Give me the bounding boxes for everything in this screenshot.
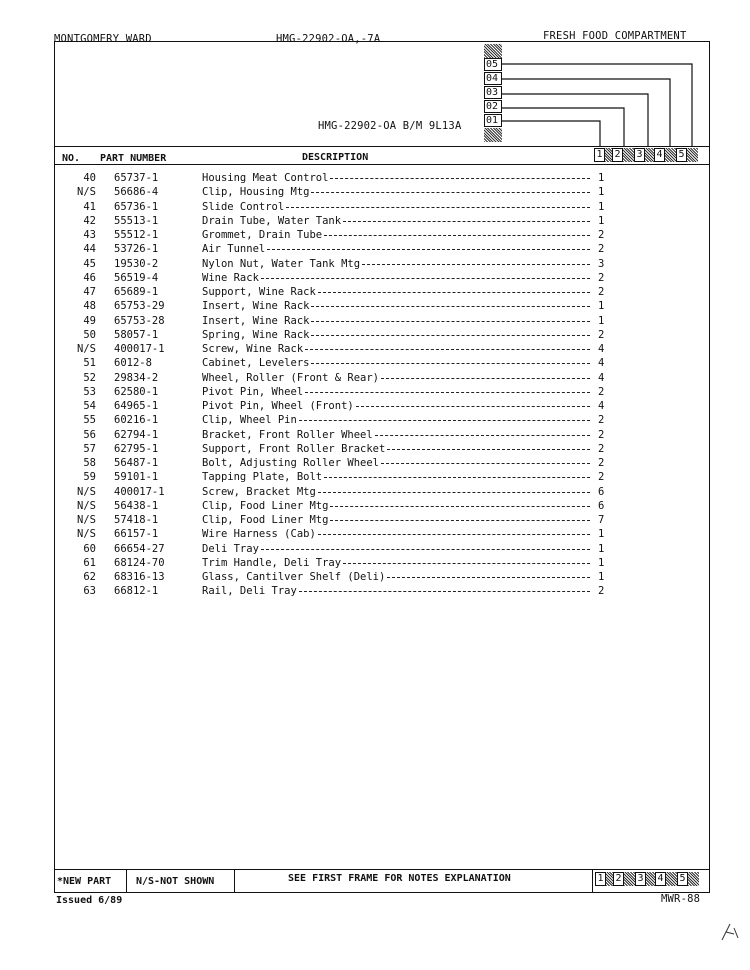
row-description: Housing Meat Control [202, 172, 329, 184]
row-leader [299, 591, 590, 592]
row-leader [311, 335, 590, 336]
row-qty: 2 [598, 272, 605, 284]
row-qty: 1 [598, 186, 605, 198]
row-no: 56 [83, 429, 96, 441]
model-code-03: 03 [484, 86, 502, 99]
row-qty: 4 [598, 357, 605, 369]
header-left: MONTGOMERY WARD [54, 33, 152, 45]
row-no: 42 [83, 215, 96, 227]
handwritten-mark [718, 918, 744, 944]
model-col-3: 3 [634, 148, 645, 162]
row-description: Glass, Cantilver Shelf (Deli) [202, 571, 386, 583]
row-part-number: 65753-28 [114, 315, 165, 327]
row-leader [381, 463, 590, 464]
row-part-number: 68124-70 [114, 557, 165, 569]
row-leader [324, 477, 590, 478]
row-part-number: 66157-1 [114, 528, 159, 540]
row-no: 48 [83, 300, 96, 312]
row-leader [261, 549, 590, 550]
row-part-number: 57418-1 [114, 514, 159, 526]
row-no: 44 [83, 243, 96, 255]
model-line: HMG-22902-OA B/M 9L13A [318, 120, 462, 132]
row-description: Rail, Deli Tray [202, 585, 297, 597]
row-no: 53 [83, 386, 96, 398]
row-description: Spring, Wine Rack [202, 329, 310, 341]
row-qty: 2 [598, 429, 605, 441]
row-part-number: 6012-8 [114, 357, 152, 369]
row-description: Air Tunnel [202, 243, 266, 255]
row-leader [299, 420, 590, 421]
footer-bar [54, 869, 710, 893]
row-no: 46 [83, 272, 96, 284]
row-leader [330, 178, 590, 179]
row-qty: 4 [598, 400, 605, 412]
row-no: 51 [83, 357, 96, 369]
row-part-number: 56686-4 [114, 186, 159, 198]
footer-col-shade-3 [646, 872, 655, 886]
row-part-number: 55512-1 [114, 229, 159, 241]
row-leader [375, 435, 590, 436]
row-no: 58 [83, 457, 96, 469]
row-part-number: 66654-27 [114, 543, 165, 555]
model-code-01: 01 [484, 114, 502, 127]
footer-col-shade-5 [688, 872, 699, 886]
row-part-number: 65736-1 [114, 201, 159, 213]
row-description: Screw, Wine Rack [202, 343, 304, 355]
row-qty: 2 [598, 414, 605, 426]
row-leader [318, 534, 590, 535]
row-part-number: 60216-1 [114, 414, 159, 426]
row-description: Bracket, Front Roller Wheel [202, 429, 373, 441]
row-no: N/S [77, 528, 96, 540]
row-no: 63 [83, 585, 96, 597]
row-description: Pivot Pin, Wheel [202, 386, 304, 398]
row-part-number: 62580-1 [114, 386, 159, 398]
row-leader [343, 221, 590, 222]
row-leader [311, 192, 590, 193]
row-leader [381, 378, 590, 379]
row-qty: 1 [598, 172, 605, 184]
row-description: Support, Front Roller Bracket [202, 443, 386, 455]
doc-code: MWR-88 [661, 893, 701, 905]
row-part-number: 62794-1 [114, 429, 159, 441]
row-part-number: 19530-2 [114, 258, 159, 270]
row-leader [305, 349, 590, 350]
row-no: 50 [83, 329, 96, 341]
row-no: 45 [83, 258, 96, 270]
row-part-number: 66812-1 [114, 585, 159, 597]
row-part-number: 56519-4 [114, 272, 159, 284]
col-desc-header: DESCRIPTION [302, 152, 369, 163]
row-leader [387, 577, 590, 578]
footer-model-boxes [595, 872, 710, 890]
row-part-number: 400017-1 [114, 343, 165, 355]
col-part-header: PART NUMBER [100, 153, 167, 164]
row-part-number: 400017-1 [114, 486, 165, 498]
footer-not-shown: N/S-NOT SHOWN [136, 876, 215, 887]
row-part-number: 64965-1 [114, 400, 159, 412]
row-leader [311, 363, 590, 364]
row-no: 54 [83, 400, 96, 412]
row-part-number: 59101-1 [114, 471, 159, 483]
row-description: Clip, Food Liner Mtg [202, 500, 329, 512]
footer-divider-1 [126, 870, 127, 892]
row-part-number: 56438-1 [114, 500, 159, 512]
row-qty: 3 [598, 258, 605, 270]
row-qty: 6 [598, 500, 605, 512]
footer-new-part: *NEW PART [57, 876, 112, 887]
model-col-1: 1 [594, 148, 605, 162]
row-description: Drain Tube, Water Tank [202, 215, 342, 227]
row-part-number: 65753-29 [114, 300, 165, 312]
col-no-header: NO. [62, 153, 81, 164]
row-leader [387, 449, 590, 450]
footer-col-4: 4 [655, 872, 666, 886]
row-no: 40 [83, 172, 96, 184]
row-description: Tapping Plate, Bolt [202, 471, 323, 483]
footer-col-1: 1 [595, 872, 606, 886]
row-no: 61 [83, 557, 96, 569]
footer-notes: SEE FIRST FRAME FOR NOTES EXPLANATION [288, 873, 511, 884]
row-leader [311, 321, 590, 322]
row-qty: 1 [598, 300, 605, 312]
row-qty: 7 [598, 514, 605, 526]
row-qty: 1 [598, 201, 605, 213]
row-qty: 1 [598, 543, 605, 555]
row-qty: 1 [598, 215, 605, 227]
row-no: N/S [77, 186, 96, 198]
row-leader [324, 235, 590, 236]
row-part-number: 53726-1 [114, 243, 159, 255]
row-leader [330, 520, 590, 521]
row-no: 62 [83, 571, 96, 583]
footer-col-shade-1 [606, 872, 613, 886]
row-no: 47 [83, 286, 96, 298]
footer-col-shade-2 [624, 872, 635, 886]
footer-col-shade-4 [666, 872, 677, 886]
row-description: Bolt, Adjusting Roller Wheel [202, 457, 380, 469]
row-qty: 1 [598, 528, 605, 540]
row-leader [318, 292, 590, 293]
model-col-5: 5 [676, 148, 687, 162]
row-no: 59 [83, 471, 96, 483]
row-qty: 2 [598, 243, 605, 255]
row-description: Trim Handle, Deli Tray [202, 557, 342, 569]
row-qty: 2 [598, 457, 605, 469]
row-qty: 4 [598, 372, 605, 384]
row-description: Wire Harness (Cab) [202, 528, 316, 540]
model-code-02: 02 [484, 100, 502, 113]
model-col-2: 2 [612, 148, 623, 162]
row-description: Clip, Wheel Pin [202, 414, 297, 426]
footer-divider-2 [234, 870, 235, 892]
model-code-05: 05 [484, 58, 502, 71]
row-qty: 2 [598, 286, 605, 298]
row-no: 60 [83, 543, 96, 555]
row-description: Wine Rack [202, 272, 259, 284]
row-description: Nylon Nut, Water Tank Mtg [202, 258, 361, 270]
row-part-number: 56487-1 [114, 457, 159, 469]
row-description: Clip, Housing Mtg [202, 186, 310, 198]
row-no: 52 [83, 372, 96, 384]
header-center: HMG-22902-OA,-7A [276, 33, 381, 45]
row-part-number: 58057-1 [114, 329, 159, 341]
footer-col-5: 5 [677, 872, 688, 886]
row-part-number: 68316-13 [114, 571, 165, 583]
row-leader [362, 264, 590, 265]
row-leader [343, 563, 590, 564]
row-leader [356, 406, 590, 407]
row-leader [330, 506, 590, 507]
row-part-number: 29834-2 [114, 372, 159, 384]
row-description: Clip, Food Liner Mtg [202, 514, 329, 526]
row-qty: 2 [598, 471, 605, 483]
row-description: Slide Control [202, 201, 285, 213]
row-qty: 2 [598, 229, 605, 241]
row-description: Cabinet, Levelers [202, 357, 310, 369]
row-description: Wheel, Roller (Front & Rear) [202, 372, 380, 384]
row-qty: 1 [598, 557, 605, 569]
footer-col-3: 3 [635, 872, 646, 886]
row-qty: 1 [598, 571, 605, 583]
row-description: Insert, Wine Rack [202, 315, 310, 327]
row-part-number: 55513-1 [114, 215, 159, 227]
row-no: 43 [83, 229, 96, 241]
row-description: Pivot Pin, Wheel (Front) [202, 400, 354, 412]
row-description: Insert, Wine Rack [202, 300, 310, 312]
row-leader [267, 249, 590, 250]
row-part-number: 62795-1 [114, 443, 159, 455]
row-qty: 2 [598, 386, 605, 398]
row-qty: 1 [598, 315, 605, 327]
row-no: 49 [83, 315, 96, 327]
row-qty: 6 [598, 486, 605, 498]
model-code-04: 04 [484, 72, 502, 85]
footer-col-2: 2 [613, 872, 624, 886]
row-part-number: 65689-1 [114, 286, 159, 298]
row-no: N/S [77, 514, 96, 526]
row-leader [318, 492, 590, 493]
row-no: N/S [77, 343, 96, 355]
row-description: Screw, Bracket Mtg [202, 486, 316, 498]
row-leader [261, 278, 590, 279]
row-leader [286, 207, 590, 208]
row-leader [305, 392, 590, 393]
model-col-4: 4 [654, 148, 665, 162]
row-no: N/S [77, 486, 96, 498]
header-right: FRESH FOOD COMPARTMENT [543, 30, 687, 42]
issued-date: Issued 6/89 [56, 895, 123, 906]
row-leader [311, 306, 590, 307]
row-qty: 2 [598, 329, 605, 341]
row-description: Grommet, Drain Tube [202, 229, 323, 241]
row-part-number: 65737-1 [114, 172, 159, 184]
row-no: N/S [77, 500, 96, 512]
row-qty: 2 [598, 443, 605, 455]
row-no: 41 [83, 201, 96, 213]
row-no: 57 [83, 443, 96, 455]
footer-divider-3 [592, 870, 593, 892]
row-description: Support, Wine Rack [202, 286, 316, 298]
row-no: 55 [83, 414, 96, 426]
row-qty: 2 [598, 585, 605, 597]
row-qty: 4 [598, 343, 605, 355]
row-description: Deli Tray [202, 543, 259, 555]
